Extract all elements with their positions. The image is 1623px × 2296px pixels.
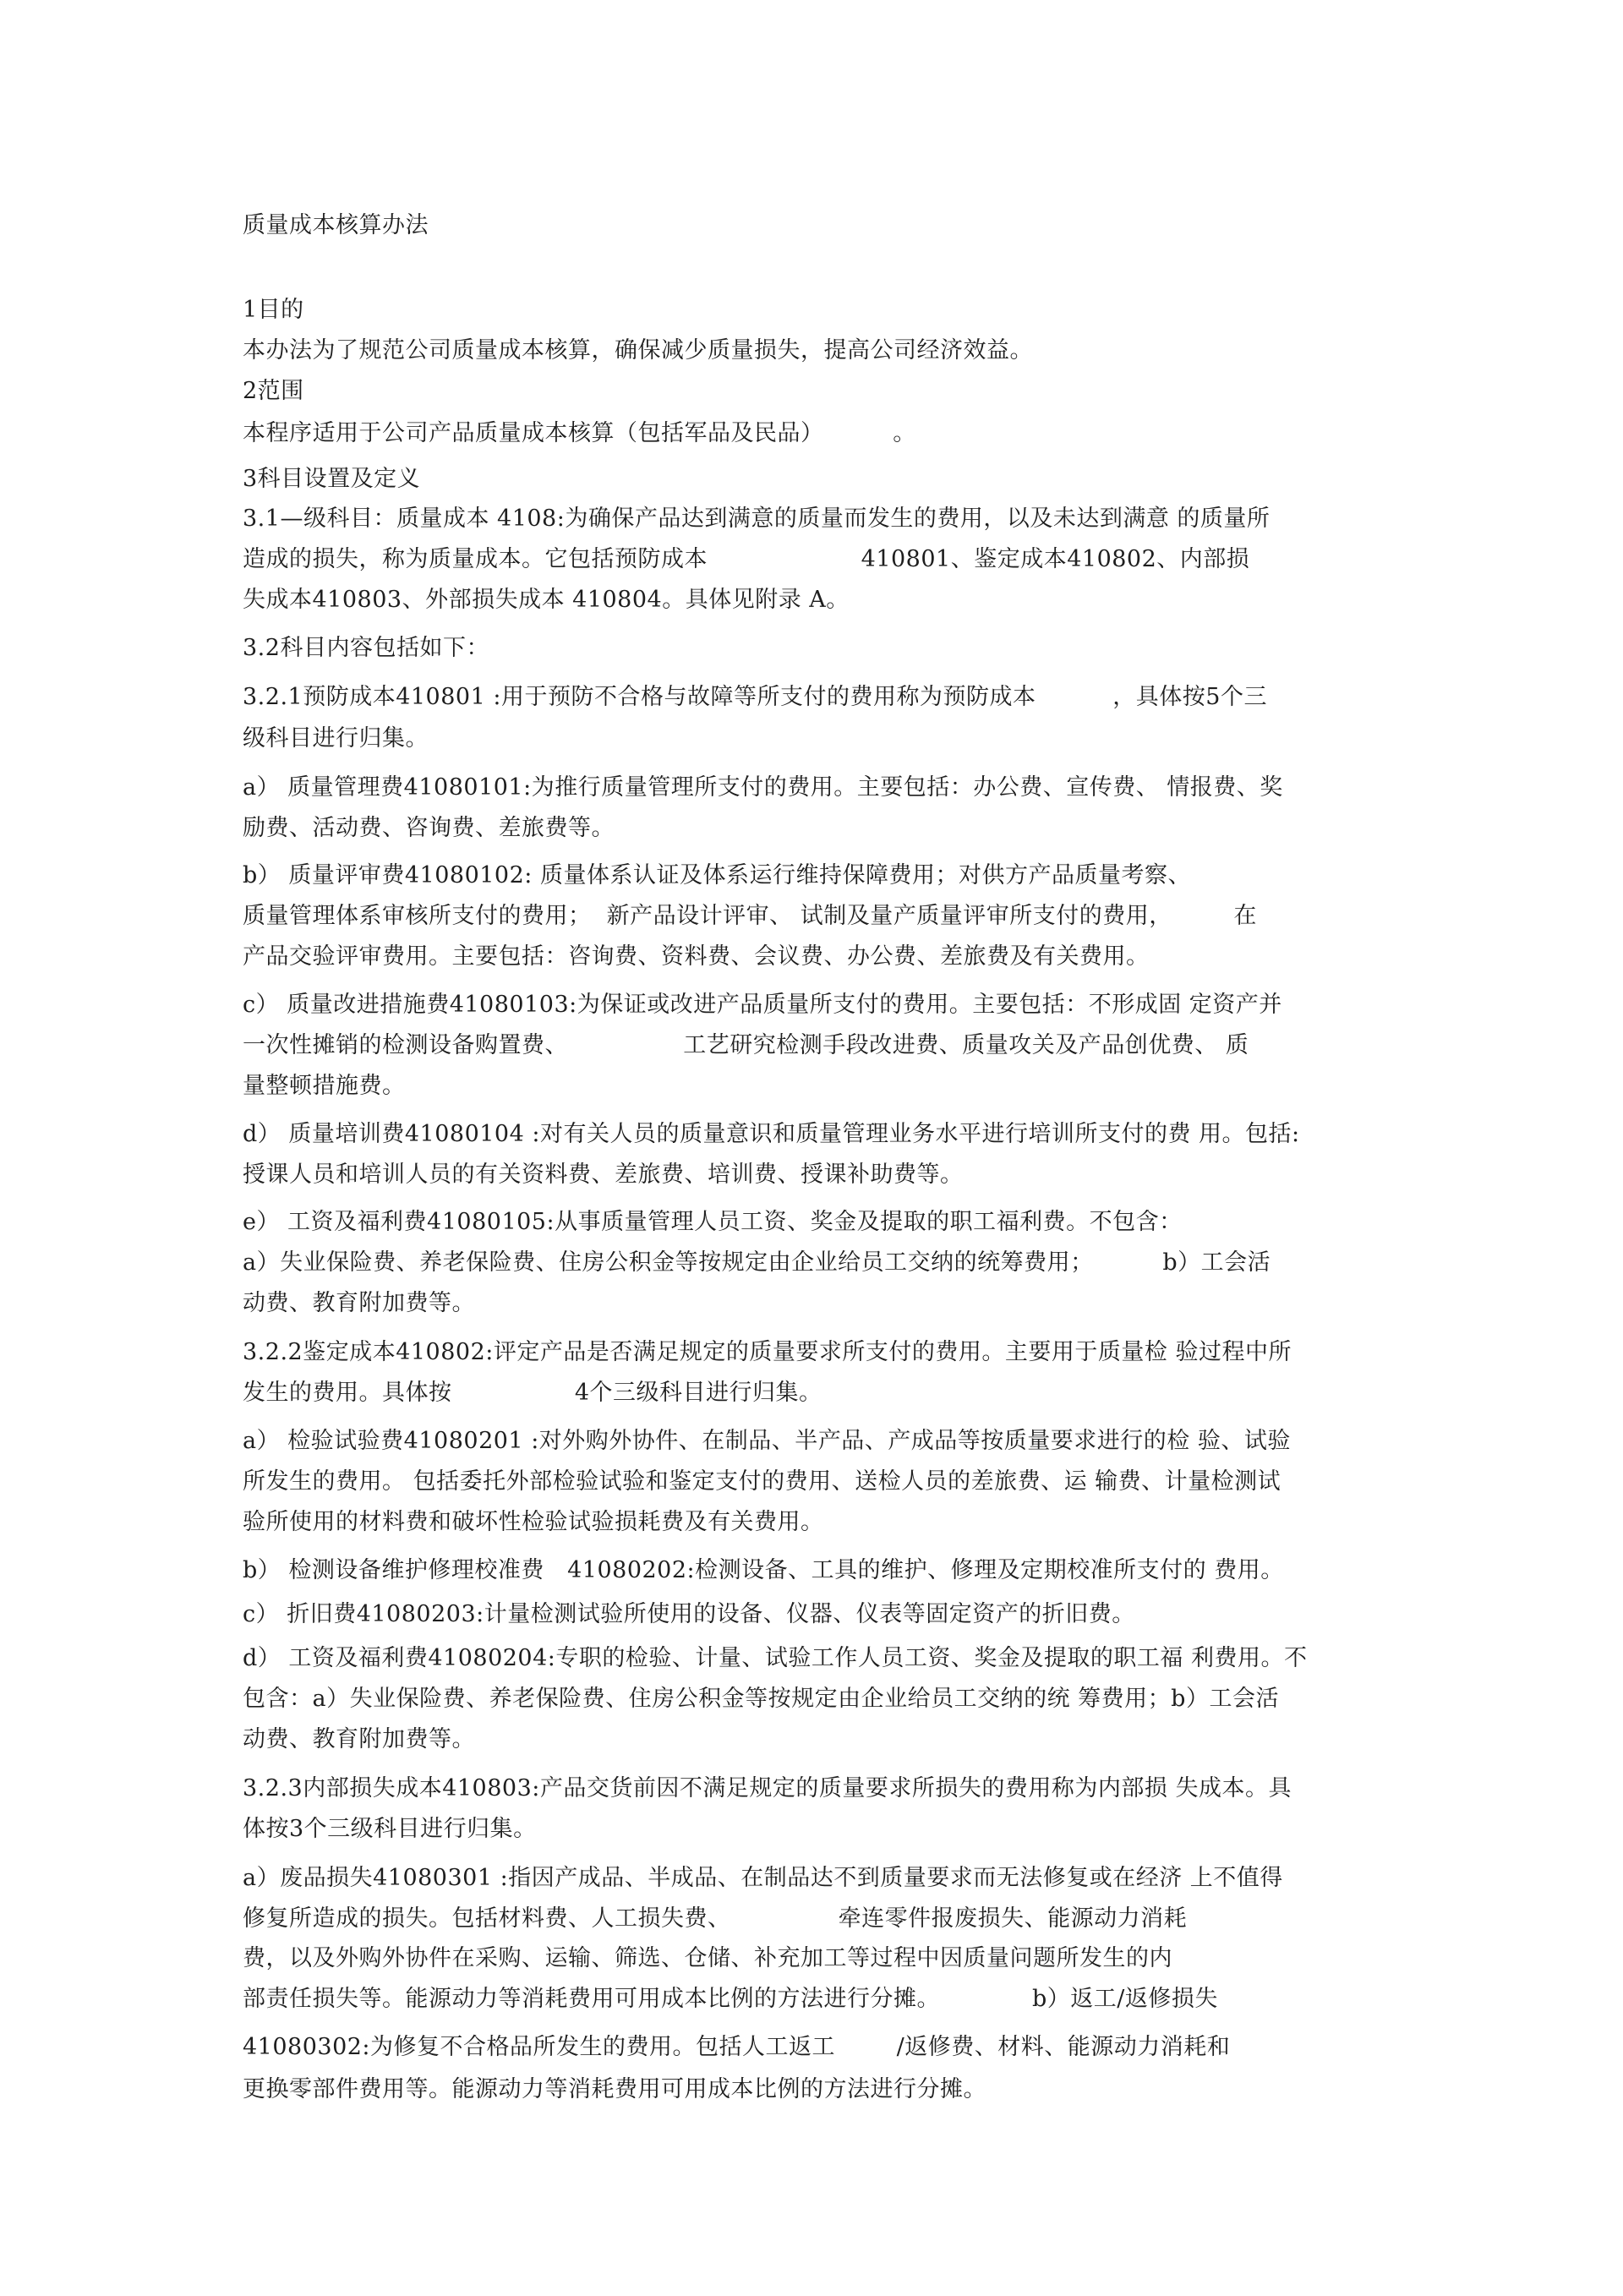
text-line: 所发生的费用。 包括委托外部检验试验和鉴定支付的费用、送检人员的差旅费、运 输费、计量检测试 [243, 1468, 1281, 1495]
text-line: 包含：a）失业保险费、养老保险费、住房公积金等按规定由企业给员工交纳的统 筹费用；b）工会活 [243, 1686, 1279, 1712]
text-line: 3.2.2鉴定成本410802:评定产品是否满足规定的质量要求所支付的费用。主要用于质量检 验过程中所 [243, 1339, 1292, 1365]
text-line: 验所使用的材料费和破坏性检验试验损耗费及有关费用。 [243, 1509, 824, 1535]
text-line: 质量管理体系审核所支付的费用； 新产品设计评审、 试制及量产质量评审所支付的费用， 在 [243, 903, 1257, 929]
text-line: a）失业保险费、养老保险费、住房公积金等按规定由企业给员工交纳的统筹费用； b）工会活 [243, 1249, 1271, 1276]
text-line: b） 检测设备维护修理校准费 41080202:检测设备、工具的维护、修理及定期校准所支付的 费用。 [243, 1557, 1284, 1583]
text-line: 更换零部件费用等。能源动力等消耗费用可用成本比例的方法进行分摊。 [243, 2076, 986, 2102]
text-line: 动费、教育附加费等。 [243, 1290, 475, 1316]
text-line: 修复所造成的损失。包括材料费、人工损失费、 牵连零件报废损失、能源动力消耗 [243, 1905, 1188, 1932]
text-line: 41080302:为修复不合格品所发生的费用。包括人工返工 /返修费、材料、能源动力消耗和 [243, 2034, 1231, 2060]
text-line: 部责任损失等。能源动力等消耗费用可用成本比例的方法进行分摊。 b）返工/返修损失 [243, 1986, 1218, 2012]
text-line: e） 工资及福利费41080105:从事质量管理人员工资、奖金及提取的职工福利费。不包含： [243, 1209, 1183, 1235]
text-line: a）废品损失41080301 :指因产成品、半成品、在制品达不到质量要求而无法修复或在经济 上不值得 [243, 1865, 1283, 1891]
text-line: 量整顿措施费。 [243, 1073, 406, 1099]
text-line: 3.1—级科目：质量成本 4108:为确保产品达到满意的质量而发生的费用，以及未达到满意 的质量所 [243, 506, 1271, 532]
text-line: 3.2.1预防成本410801 :用于预防不合格与故障等所支付的费用称为预防成本 ，具体按5个三 [243, 684, 1267, 710]
text-line: 级科目进行归集。 [243, 725, 429, 752]
text-line: 费，以及外购外协件在采购、运输、筛选、仓储、补充加工等过程中因质量问题所发生的内 [243, 1945, 1172, 1971]
text-line: 发生的费用。具体按 4个三级科目进行归集。 [243, 1380, 822, 1406]
text-line: 励费、活动费、咨询费、差旅费等。 [243, 815, 615, 841]
text-line: a） 检验试验费41080201 :对外购外协件、在制品、半产品、产成品等按质量要求进行的检 验、试验 [243, 1428, 1291, 1454]
text-line: d） 质量培训费41080104 :对有关人员的质量意识和质量管理业务水平进行培训所支付的费 用。包括: [243, 1121, 1300, 1147]
section-heading-subjects: 3科目设置及定义 [243, 466, 421, 492]
text-line: d） 工资及福利费41080204:专职的检验、计量、试验工作人员工资、奖金及提取的职工福 利费用。不 [243, 1645, 1308, 1671]
text-line: 体按3个三级科目进行归集。 [243, 1816, 537, 1842]
text-line: 一次性摊销的检测设备购置费、 工艺研究检测手段改进费、质量攻关及产品创优费、 质 [243, 1032, 1249, 1058]
text-line: 3.2科目内容包括如下： [243, 635, 489, 661]
section-heading-scope: 2范围 [243, 378, 304, 404]
text-line: 动费、教育附加费等。 [243, 1726, 475, 1752]
text-line: 授课人员和培训人员的有关资料费、差旅费、培训费、授课补助费等。 [243, 1162, 964, 1188]
text-line: 产品交验评审费用。主要包括：咨询费、资料费、会议费、办公费、差旅费及有关费用。 [243, 943, 1150, 970]
text-line: a） 质量管理费41080101:为推行质量管理所支付的费用。主要包括：办公费、宣传费、 情报费、奖 [243, 774, 1283, 801]
text-line: 造成的损失，称为质量成本。它包括预防成本 410801、鉴定成本410802、内部损 [243, 546, 1250, 572]
text-line: c） 折旧费41080203:计量检测试验所使用的设备、仪器、仪表等固定资产的折旧费。 [243, 1601, 1135, 1627]
text-line: 3.2.3内部损失成本410803:产品交货前因不满足规定的质量要求所损失的费用称为内部损 失成本。具 [243, 1775, 1292, 1801]
section-heading-purpose: 1目的 [243, 297, 304, 323]
text-line: c） 质量改进措施费41080103:为保证或改进产品质量所支付的费用。主要包括：不形成固 定资产并 [243, 992, 1282, 1018]
text-line: 本程序适用于公司产品质量成本核算（包括军品及民品） 。 [243, 420, 916, 446]
text-line: b） 质量评审费41080102: 质量体系认证及体系运行维持保障费用；对供方产品质量考察、 [243, 862, 1191, 888]
text-line: 失成本410803、外部损失成本 410804。具体见附录 A。 [243, 587, 850, 613]
document-title: 质量成本核算办法 [243, 212, 429, 238]
text-line: 本办法为了规范公司质量成本核算，确保减少质量损失，提高公司经济效益。 [243, 337, 1033, 364]
